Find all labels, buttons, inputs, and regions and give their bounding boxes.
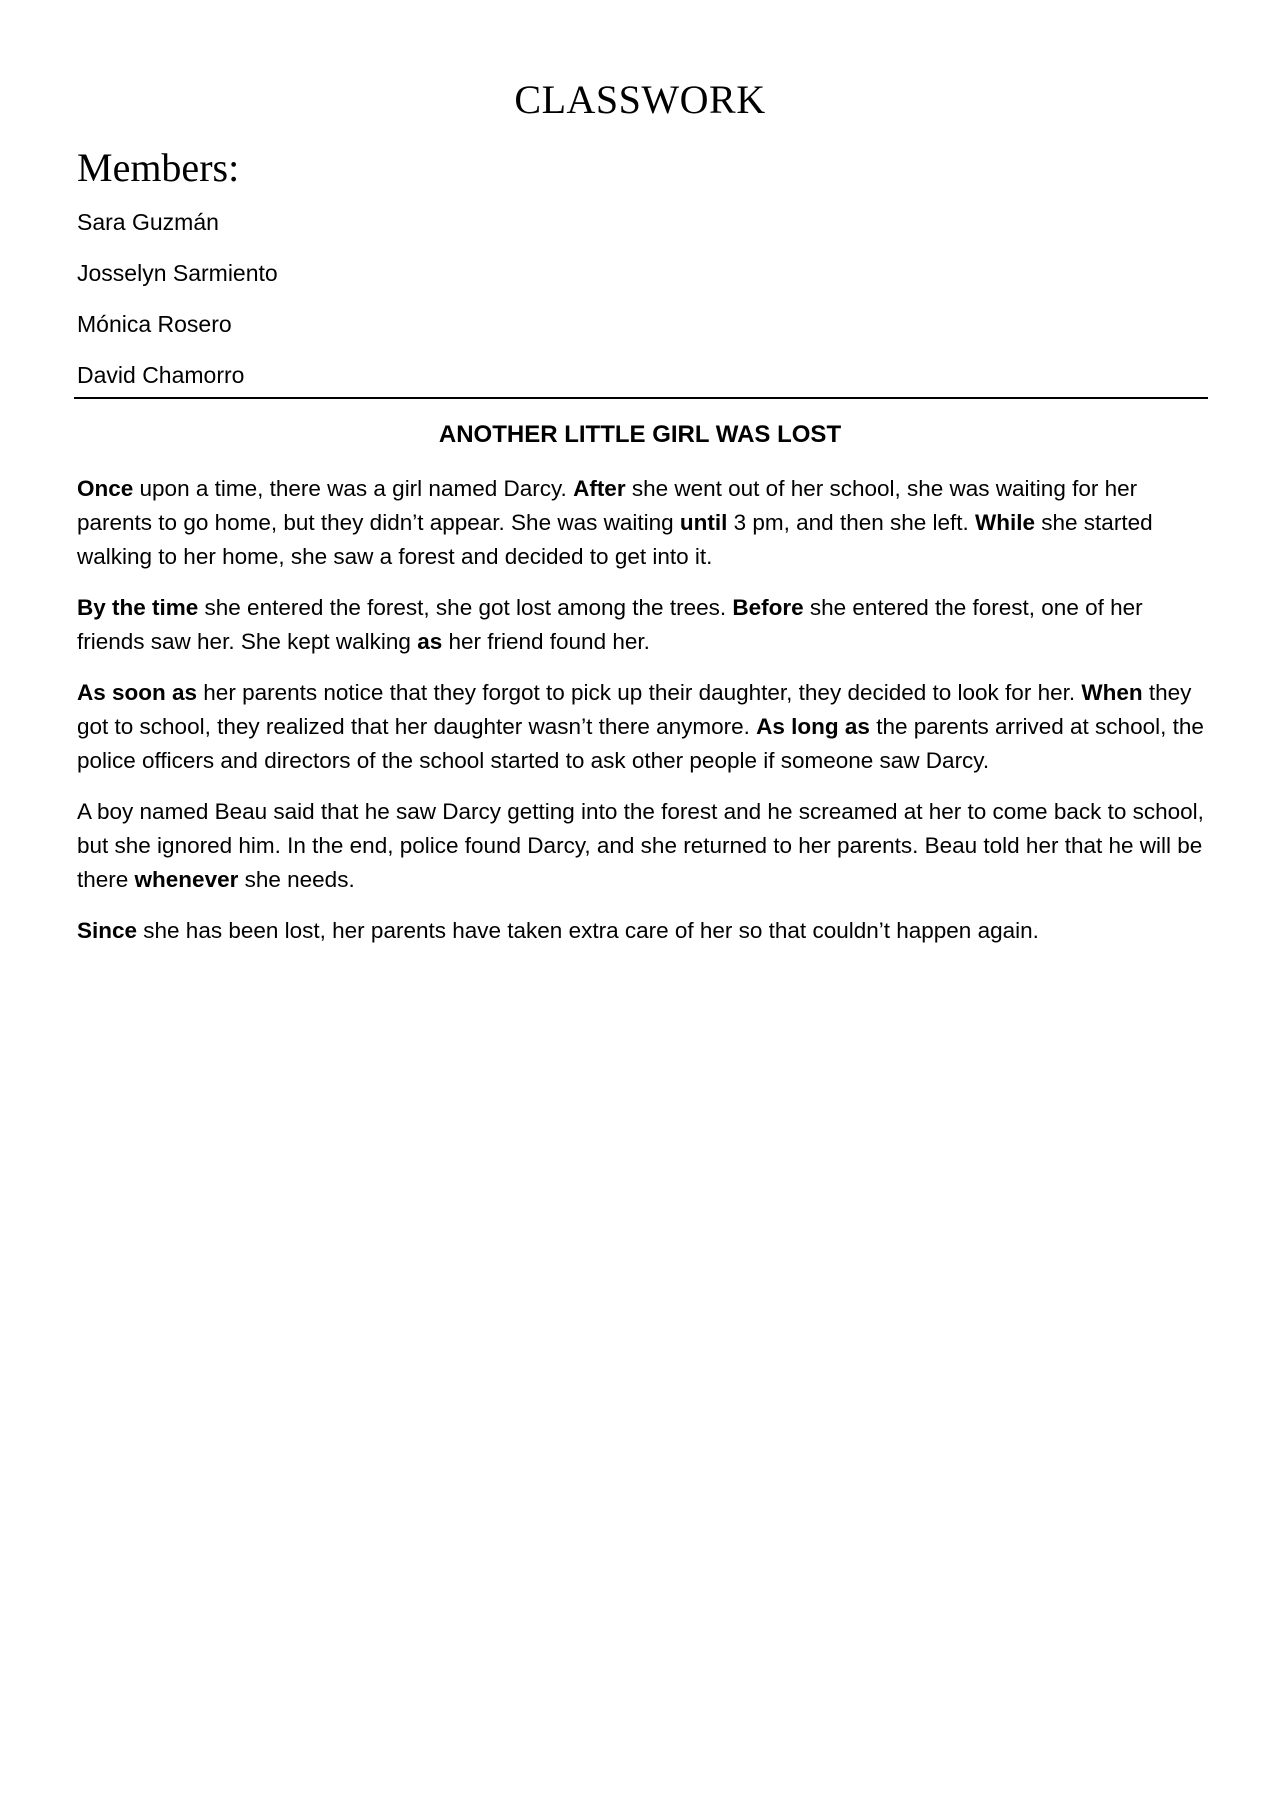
paragraph-text: the parents arrived at school, the police officers and directors of the school started to ask other people if someone saw Darcy. xyxy=(77,714,1204,773)
members-list xyxy=(77,208,278,412)
paragraph-text: upon a time, there was a girl named Darcy. xyxy=(133,476,574,501)
paragraph-text: her friend found her. xyxy=(442,629,650,654)
connector-word: After xyxy=(573,476,626,501)
member-name: Sara Guzmán xyxy=(77,209,219,235)
story-paragraph xyxy=(77,795,1207,897)
paragraph-text: she entered the forest, she got lost among the trees. xyxy=(198,595,733,620)
paragraph-text: she needs. xyxy=(238,867,355,892)
connector-word: When xyxy=(1081,680,1143,705)
paragraph-text: she entered the forest, one of her friends saw her. She kept walking xyxy=(77,595,1143,654)
paragraph-text: 3 pm, and then she left. xyxy=(727,510,976,535)
document-title: CLASSWORK xyxy=(514,77,766,122)
story-paragraph xyxy=(77,676,1207,778)
connector-word: whenever xyxy=(134,867,239,892)
member-name: David Chamorro xyxy=(77,362,245,388)
member-name: Josselyn Sarmiento xyxy=(77,260,278,286)
connector-word: Before xyxy=(732,595,804,620)
connector-word: By the time xyxy=(77,595,199,620)
connector-word: Since xyxy=(77,918,138,943)
connector-word: Once xyxy=(77,476,134,501)
story-body xyxy=(77,472,1207,965)
story-paragraph xyxy=(77,591,1207,659)
member-name: Mónica Rosero xyxy=(77,311,232,337)
paragraph-text: she has been lost, her parents have taken extra care of her so that couldn’t happen again. xyxy=(137,918,1039,943)
connector-word: until xyxy=(679,510,728,535)
paragraph-text: her parents notice that they forgot to pick up their daughter, they decided to look for her. xyxy=(197,680,1082,705)
connector-word: While xyxy=(975,510,1036,535)
story-paragraph xyxy=(77,914,1207,948)
connector-word: As soon as xyxy=(77,680,198,705)
paragraph-text: A boy named Beau said that he saw Darcy getting into the forest and he screamed at her to come back to school, but she ignored him. In the end, police found Darcy, and she returned to her parents. Beau told her that he will be there xyxy=(77,799,1204,892)
connector-word: as xyxy=(417,629,443,654)
connector-word: As long as xyxy=(756,714,870,739)
paragraph-text: they got to school, they realized that her daughter wasn’t there anymore. xyxy=(77,680,1192,739)
paragraph-text: she started walking to her home, she saw a forest and decided to get into it. xyxy=(77,510,1153,569)
paragraph-text: she went out of her school, she was waiting for her parents to go home, but they didn’t appear. She was waiting xyxy=(77,476,1138,535)
horizontal-divider xyxy=(74,397,1208,399)
members-heading: Members: xyxy=(77,145,240,190)
story-paragraph xyxy=(77,472,1207,574)
story-title: ANOTHER LITTLE GIRL WAS LOST xyxy=(438,421,842,448)
